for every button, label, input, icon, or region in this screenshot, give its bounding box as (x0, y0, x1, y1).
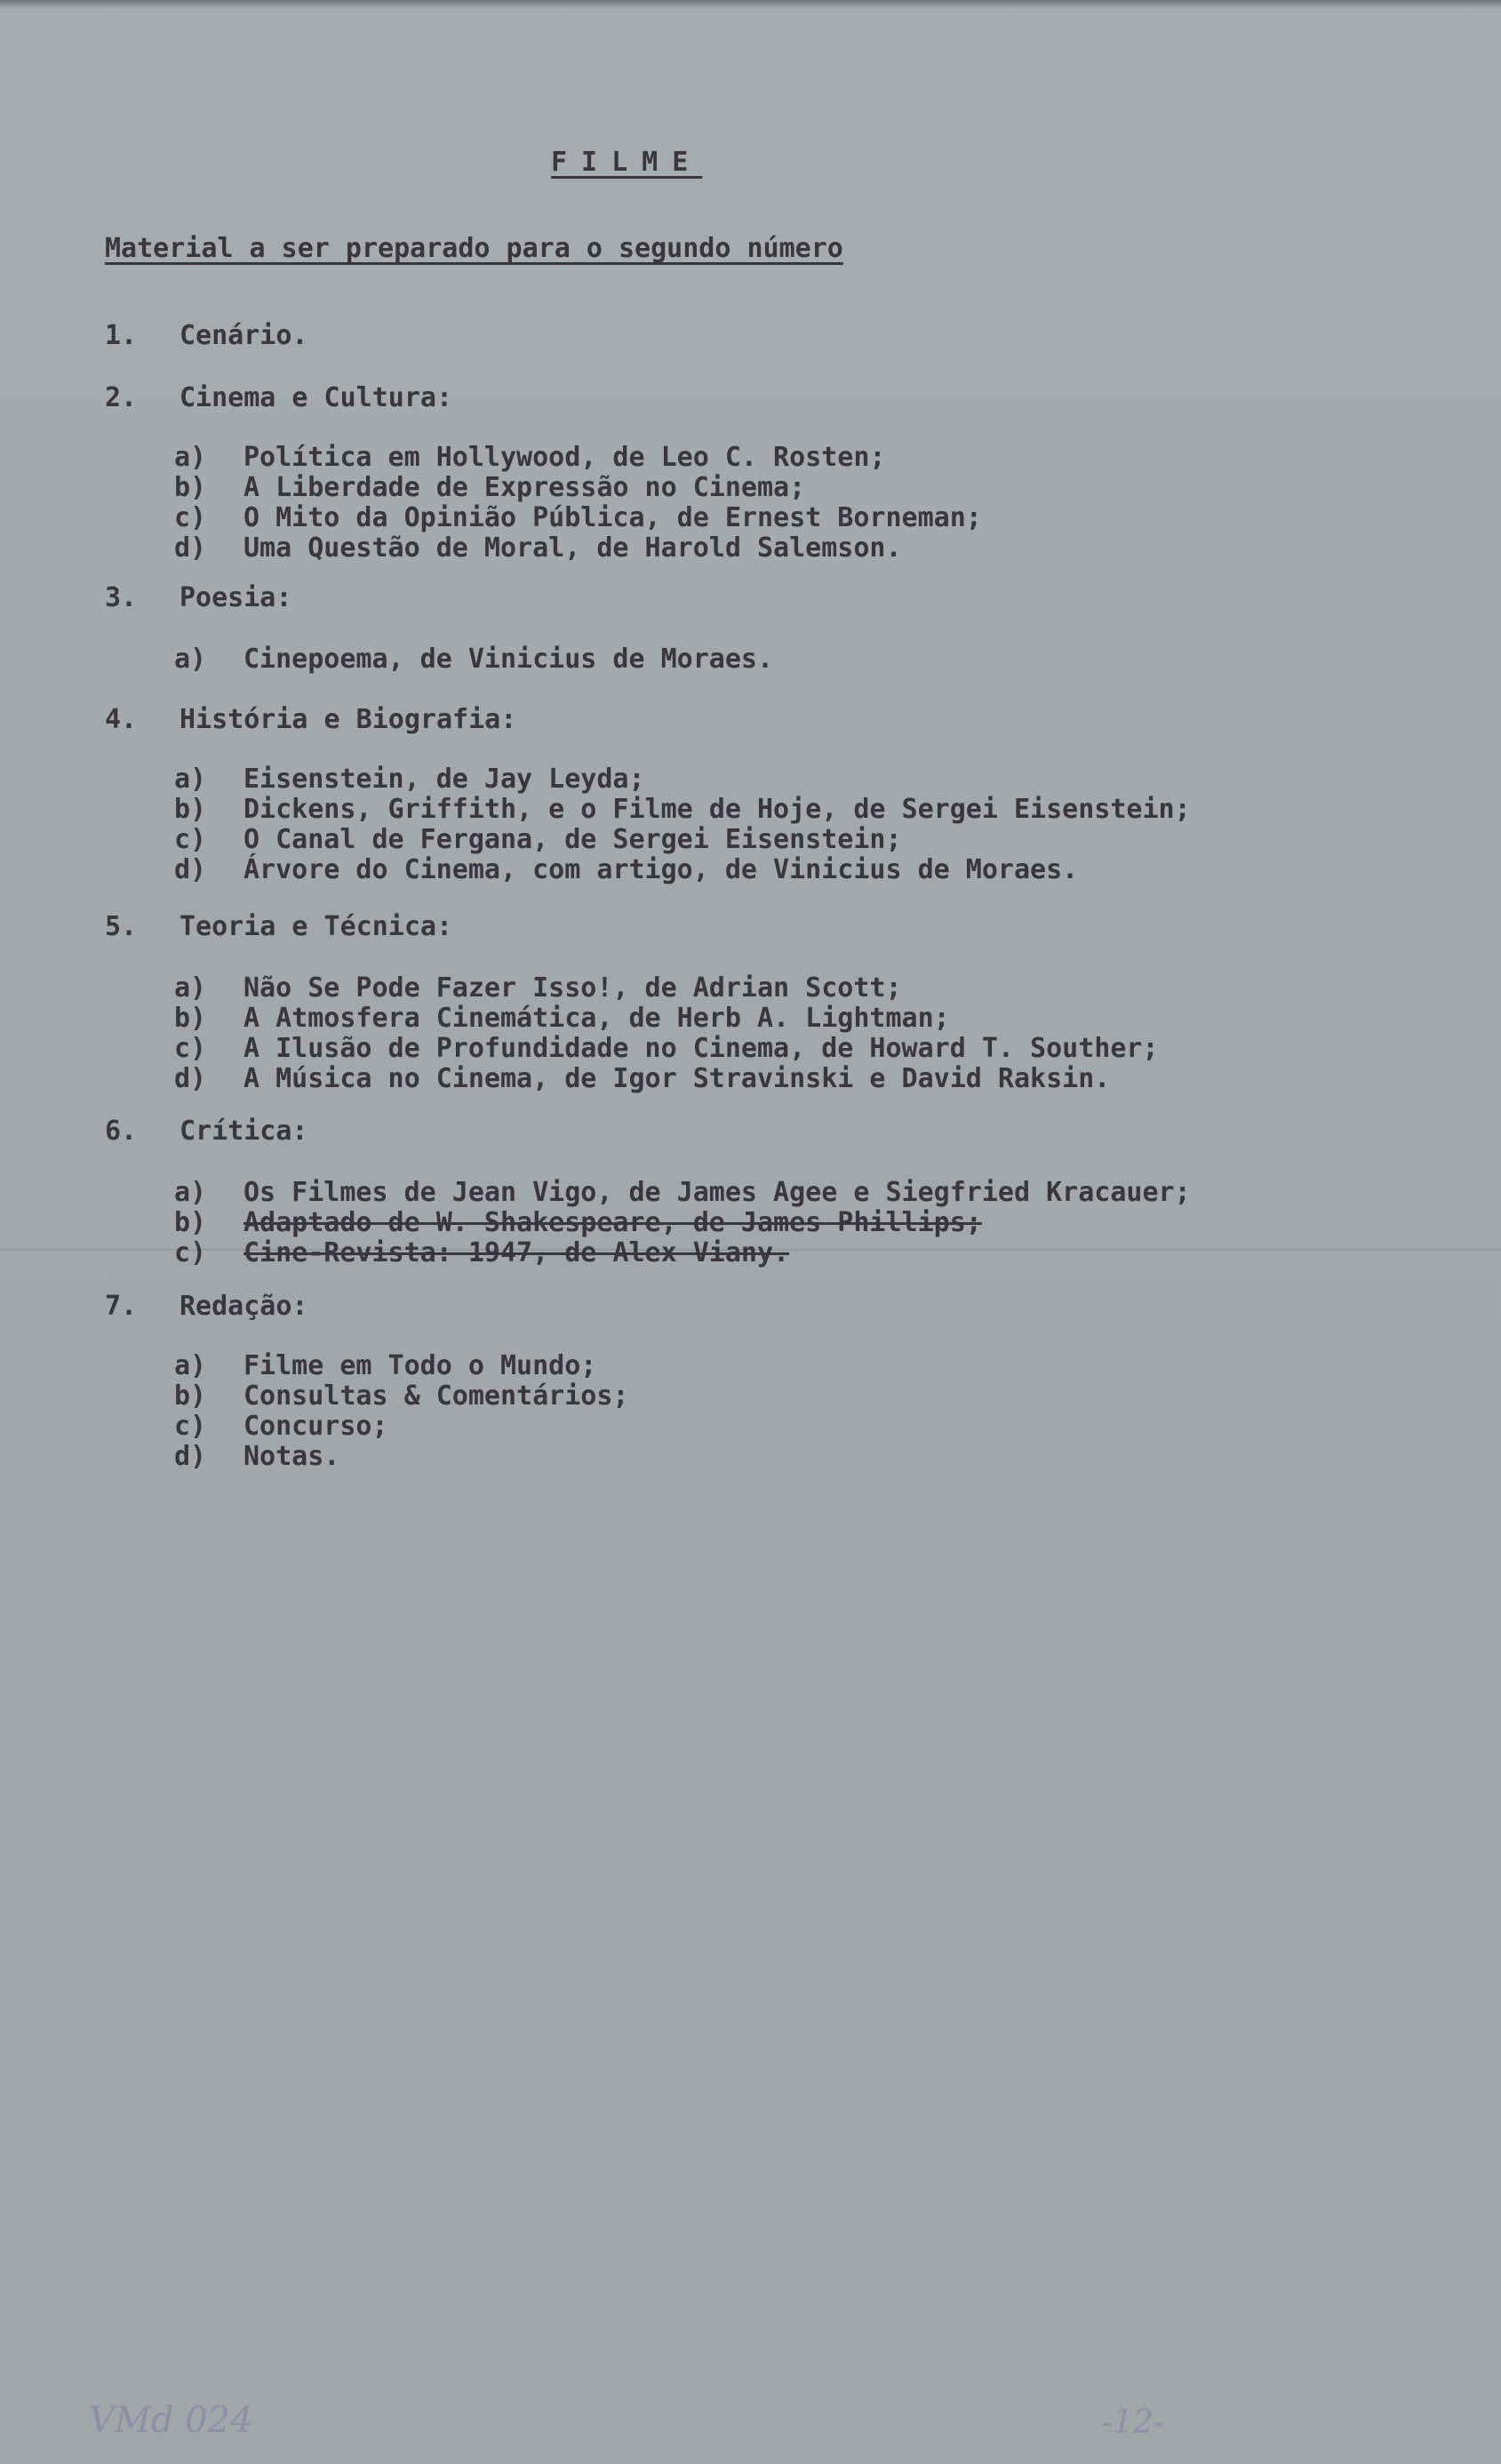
section-2 (105, 382, 452, 413)
item-text: Não Se Pode Fazer Isso!, de Adrian Scott; (244, 972, 902, 1004)
item-letter: a) (174, 1177, 207, 1208)
item-text: O Mito da Opinião Pública, de Ernest Borneman; (244, 502, 982, 533)
section-number: 6. (105, 1116, 138, 1147)
list-item (174, 825, 1191, 855)
list-item (174, 1034, 1159, 1064)
item-letter: a) (174, 764, 207, 795)
section-4 (105, 704, 516, 735)
item-letter: d) (174, 1063, 207, 1094)
list-item (174, 1442, 628, 1472)
section-number: 1. (105, 320, 138, 351)
item-letter: c) (174, 1033, 207, 1064)
item-text: Política em Hollywood, de Leo C. Rosten; (244, 442, 886, 473)
item-text: Consultas & Comentários; (244, 1380, 629, 1412)
section-4-items (174, 764, 1191, 885)
section-1 (105, 320, 308, 351)
list-item (174, 503, 982, 533)
section-label: Cenário. (180, 320, 308, 351)
section-label: Redação: (180, 1291, 308, 1322)
section-5 (105, 911, 452, 942)
item-text: A Ilusão de Profundidade no Cinema, de Howard T. Souther; (244, 1033, 1159, 1064)
section-7-items (174, 1351, 628, 1472)
section-2-items (174, 443, 982, 564)
list-item (174, 973, 1159, 1004)
item-text: Notas. (244, 1441, 340, 1472)
item-text: Filme em Todo o Mundo; (244, 1350, 597, 1381)
item-text: Eisenstein, de Jay Leyda; (244, 764, 645, 795)
list-item (174, 1351, 628, 1381)
list-item (174, 855, 1191, 885)
section-3 (105, 582, 291, 613)
item-text: A Atmosfera Cinemática, de Herb A. Lightman; (244, 1003, 950, 1034)
item-letter: b) (174, 1380, 207, 1412)
item-letter: d) (174, 532, 207, 564)
section-5-items (174, 973, 1159, 1094)
list-item (174, 443, 982, 473)
item-text: Concurso; (244, 1411, 388, 1442)
item-letter: b) (174, 1003, 207, 1034)
section-number: 5. (105, 911, 138, 942)
section-label: Teoria e Técnica: (180, 911, 453, 942)
list-item (174, 1381, 628, 1412)
section-label: Cinema e Cultura: (180, 382, 453, 413)
list-item (174, 795, 1191, 825)
list-item (174, 473, 982, 503)
item-letter: d) (174, 1441, 207, 1472)
section-6-items (174, 1178, 1191, 1268)
page-edge-shadow (0, 0, 1501, 9)
list-item (174, 1178, 1191, 1208)
item-letter: c) (174, 1237, 207, 1268)
item-text: Os Filmes de Jean Vigo, de James Agee e Siegfried Kracauer; (244, 1177, 1191, 1208)
item-text: A Liberdade de Expressão no Cinema; (244, 472, 806, 503)
item-text: Adaptado de W. Shakespeare, de James Phillips; (244, 1207, 982, 1238)
item-text: Dickens, Griffith, e o Filme de Hoje, de Sergei Eisenstein; (244, 794, 1191, 825)
item-letter: a) (174, 644, 207, 675)
section-number: 3. (105, 582, 138, 613)
section-3-items (174, 644, 773, 675)
item-text: A Música no Cinema, de Igor Stravinski e David Raksin. (244, 1063, 1111, 1094)
list-item (174, 764, 1191, 795)
document-title: FILME (551, 147, 703, 178)
archive-code-handwritten: VMd 024 (89, 2400, 253, 2441)
page-number-handwritten: -12- (1102, 2404, 1165, 2441)
item-letter: d) (174, 854, 207, 885)
list-item (174, 644, 773, 675)
section-label: Poesia: (180, 582, 292, 613)
item-text: O Canal de Fergana, de Sergei Eisenstein; (244, 824, 902, 855)
section-number: 7. (105, 1291, 138, 1322)
item-letter: a) (174, 1350, 207, 1381)
section-number: 4. (105, 704, 138, 735)
list-item (174, 1064, 1159, 1094)
item-letter: b) (174, 472, 207, 503)
item-letter: a) (174, 972, 207, 1004)
list-item (174, 1238, 1191, 1268)
section-label: História e Biografia: (180, 704, 517, 735)
list-item (174, 533, 982, 564)
section-6 (105, 1116, 308, 1147)
item-text: Cine-Revista: 1947, de Alex Viany. (244, 1237, 790, 1268)
section-number: 2. (105, 382, 138, 413)
item-text: Uma Questão de Moral, de Harold Salemson. (244, 532, 902, 564)
item-letter: c) (174, 824, 207, 855)
section-7 (105, 1291, 308, 1322)
item-text: Cinepoema, de Vinicius de Moraes. (244, 644, 774, 675)
item-letter: a) (174, 442, 207, 473)
item-text: Árvore do Cinema, com artigo, de Vinicius de Moraes. (244, 854, 1079, 885)
item-letter: b) (174, 794, 207, 825)
item-letter: c) (174, 502, 207, 533)
document-subtitle: Material a ser preparado para o segundo número (105, 233, 843, 264)
section-label: Crítica: (180, 1116, 308, 1147)
list-item (174, 1004, 1159, 1034)
list-item (174, 1412, 628, 1442)
item-letter: c) (174, 1411, 207, 1442)
list-item (174, 1208, 1191, 1238)
item-letter: b) (174, 1207, 207, 1238)
